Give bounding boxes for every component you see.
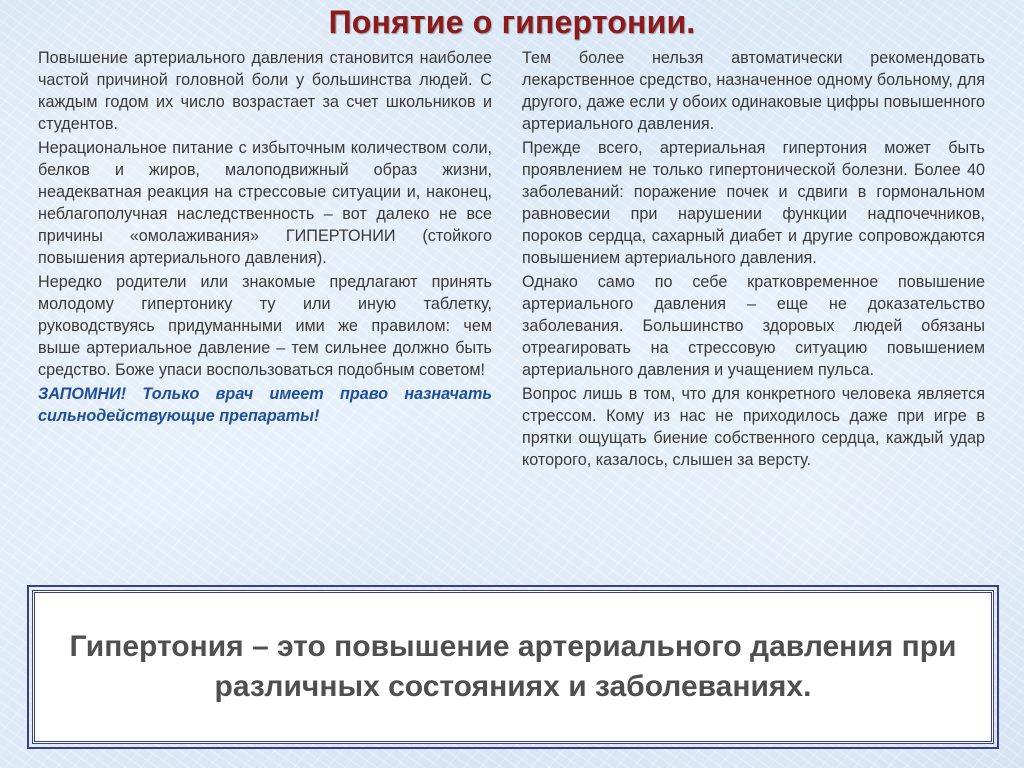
left-column: [38, 47, 492, 429]
paragraph-stress: Вопрос лишь в том, что для конкретного человека является стрессом. Кому из нас не приходилось даже при игре в прятки ощущать биение собственного сердца, каждый удар которого, казалось, слышен за версту.: [522, 385, 985, 469]
right-column: [522, 47, 985, 473]
slide-title: Понятие о гипертонии.: [328, 4, 696, 40]
definition-text: Гипертония – это повышение артериального давления при различных состояниях и заболеваниях.: [69, 630, 957, 703]
paragraph-causes: Нерациональное питание с избыточным количеством соли, белков и жиров, малоподвижный образ жизни, неадекватная реакция на стрессовые ситуации и, наконец, неблагополучная наследственность – вот далеко не все причины «омолаживания» ГИПЕРТОНИИ (стойкого повышения артериального давления).: [38, 139, 492, 267]
definition-box: [32, 590, 994, 744]
paragraph-diseases: Прежде всего, артериальная гипертония может быть проявлением не только гипертонической болезни. Более 40 заболеваний: поражение почек и сдвиги в гормональном равновесии при нарушении функции надпочечников, пороков сердца, сахарный диабет и другие сопровождаются повышением артериального давления.: [522, 139, 985, 267]
paragraph-short-term: Однако само по себе кратковременное повышение артериального давления – еще не доказательство заболевания. Большинство здоровых людей обязаны отреагировать на стрессовую ситуацию повышением артериального давления и учащением пульса.: [522, 273, 985, 379]
paragraph-headache: Повышение артериального давления становится наиболее частой причиной головной боли у большинства людей. С каждым годом их число возрастает за счет школьников и студентов.: [38, 49, 492, 133]
remember-note: ЗАПОМНИ! Только врач имеет право назначать сильнодействующие препараты!: [38, 385, 492, 425]
paragraph-medication: Тем более нельзя автоматически рекомендовать лекарственное средство, назначенное одному больному, для другого, даже если у обоих одинаковые цифры повышенного артериального давления.: [522, 49, 986, 133]
paragraph-advice: Нередко родители или знакомые предлагают принять молодому гипертонику ту или иную таблетку, руководствуясь придуманными ими же правилом: чем выше артериальное давление – тем сильнее должно быть средство. Боже упаси воспользоваться подобным советом!: [38, 273, 492, 379]
